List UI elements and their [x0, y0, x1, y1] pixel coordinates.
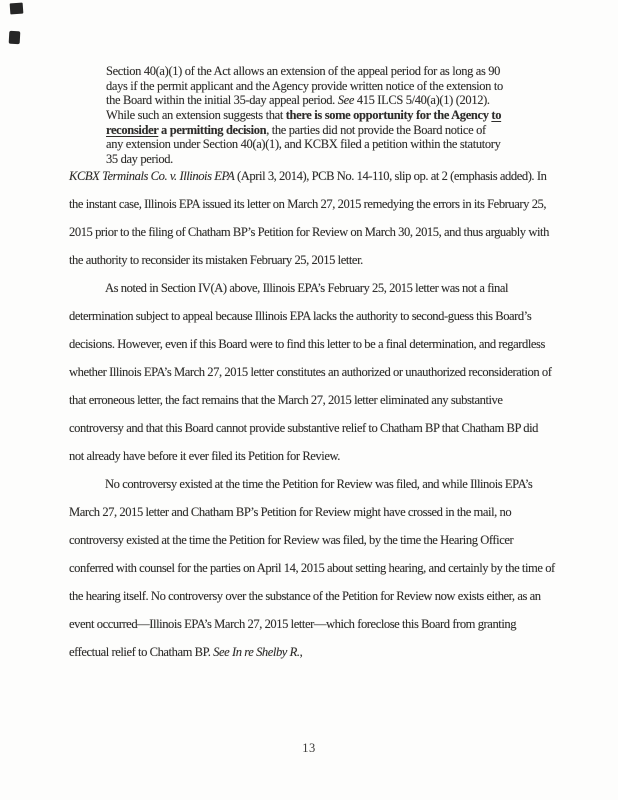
quote-text: Section 40(a)(1) of the Act allows an extension of the appeal period for as long as 90 days if the permit applicant and the Agency provide written notice of the extension to the Board within the initial 35-day appeal period. — [106, 64, 503, 108]
quote-emphasis-underlined: to reconsider — [106, 107, 502, 137]
scan-artifact — [9, 31, 21, 45]
quote-text: 415 ILCS 5/40(a)(1) (2012). While such an extension suggests that — [106, 93, 490, 122]
block-quote — [106, 64, 504, 166]
quote-emphasis-bold: there is some opportunity for the Agency — [285, 107, 492, 122]
quote-emphasis-bold: a permitting decision — [158, 122, 267, 137]
paragraph-text: (April 3, 2014), PCB No. 14-110, slip op. at 2 (emphasis added). In the instant case, Illinois EPA issued its letter on March 27, 2015 remedying the errors in its February 25, 2015 prior to the filing of Chatham BP’s Petition for Review on March 30, 2015, and thus arguably with the authority to reconsider its mistaken February 25, 2015 letter. — [69, 169, 549, 268]
paragraph-citation — [69, 162, 555, 274]
quote-see-citation: See — [337, 93, 355, 108]
paragraph-text: As noted in Section IV(A) above, Illinois EPA’s February 25, 2015 letter was not a final determination subject to appeal because Illinois EPA lacks the authority to second-guess this Board’s decisions. However, even if this Board were to find this letter to be a final determination, and regardless whether Illinois EPA’s March 27, 2015 letter constitutes an authorized or unauthorized reconsideration of that erroneous letter, the fact remains that the March 27, 2015 letter eliminated any substantive controversy and that this Board cannot provide substantive relief to Chatham BP that Chatham BP did not already have before it ever filed its Petition for Review. — [69, 281, 552, 464]
quote-text: , the parties did not provide the Board notice of any extension under Section 40(a)(1), and KCBX filed a petition within the statutory 35 day period. — [106, 122, 501, 166]
see-citation: See In re Shelby R. — [213, 645, 300, 660]
case-name-citation: KCBX Terminals Co. v. Illinois EPA — [69, 169, 235, 184]
paragraph-argument-2 — [69, 470, 555, 666]
page-number: 13 — [302, 741, 316, 755]
document-content — [69, 64, 555, 666]
paragraph-text: , — [299, 645, 303, 660]
paragraph-text: No controversy existed at the time the Petition for Review was filed, and while Illinois EPA’s March 27, 2015 letter and Chatham BP’s Petition for Review might have crossed in the mail, no controversy existed at the time the Petition for Review was filed, by the time the Hearing Officer conferred with counsel for the parties on April 14, 2015 about setting hearing, and certainly by the time of the hearing itself. No controversy over the substance of the Petition for Review now exists either, as an event occurred—Illinois EPA’s March 27, 2015 letter—which foreclose this Board from granting effectual relief to Chatham BP. — [69, 477, 555, 660]
paragraph-argument-1 — [69, 274, 555, 470]
scan-artifact — [10, 3, 24, 15]
